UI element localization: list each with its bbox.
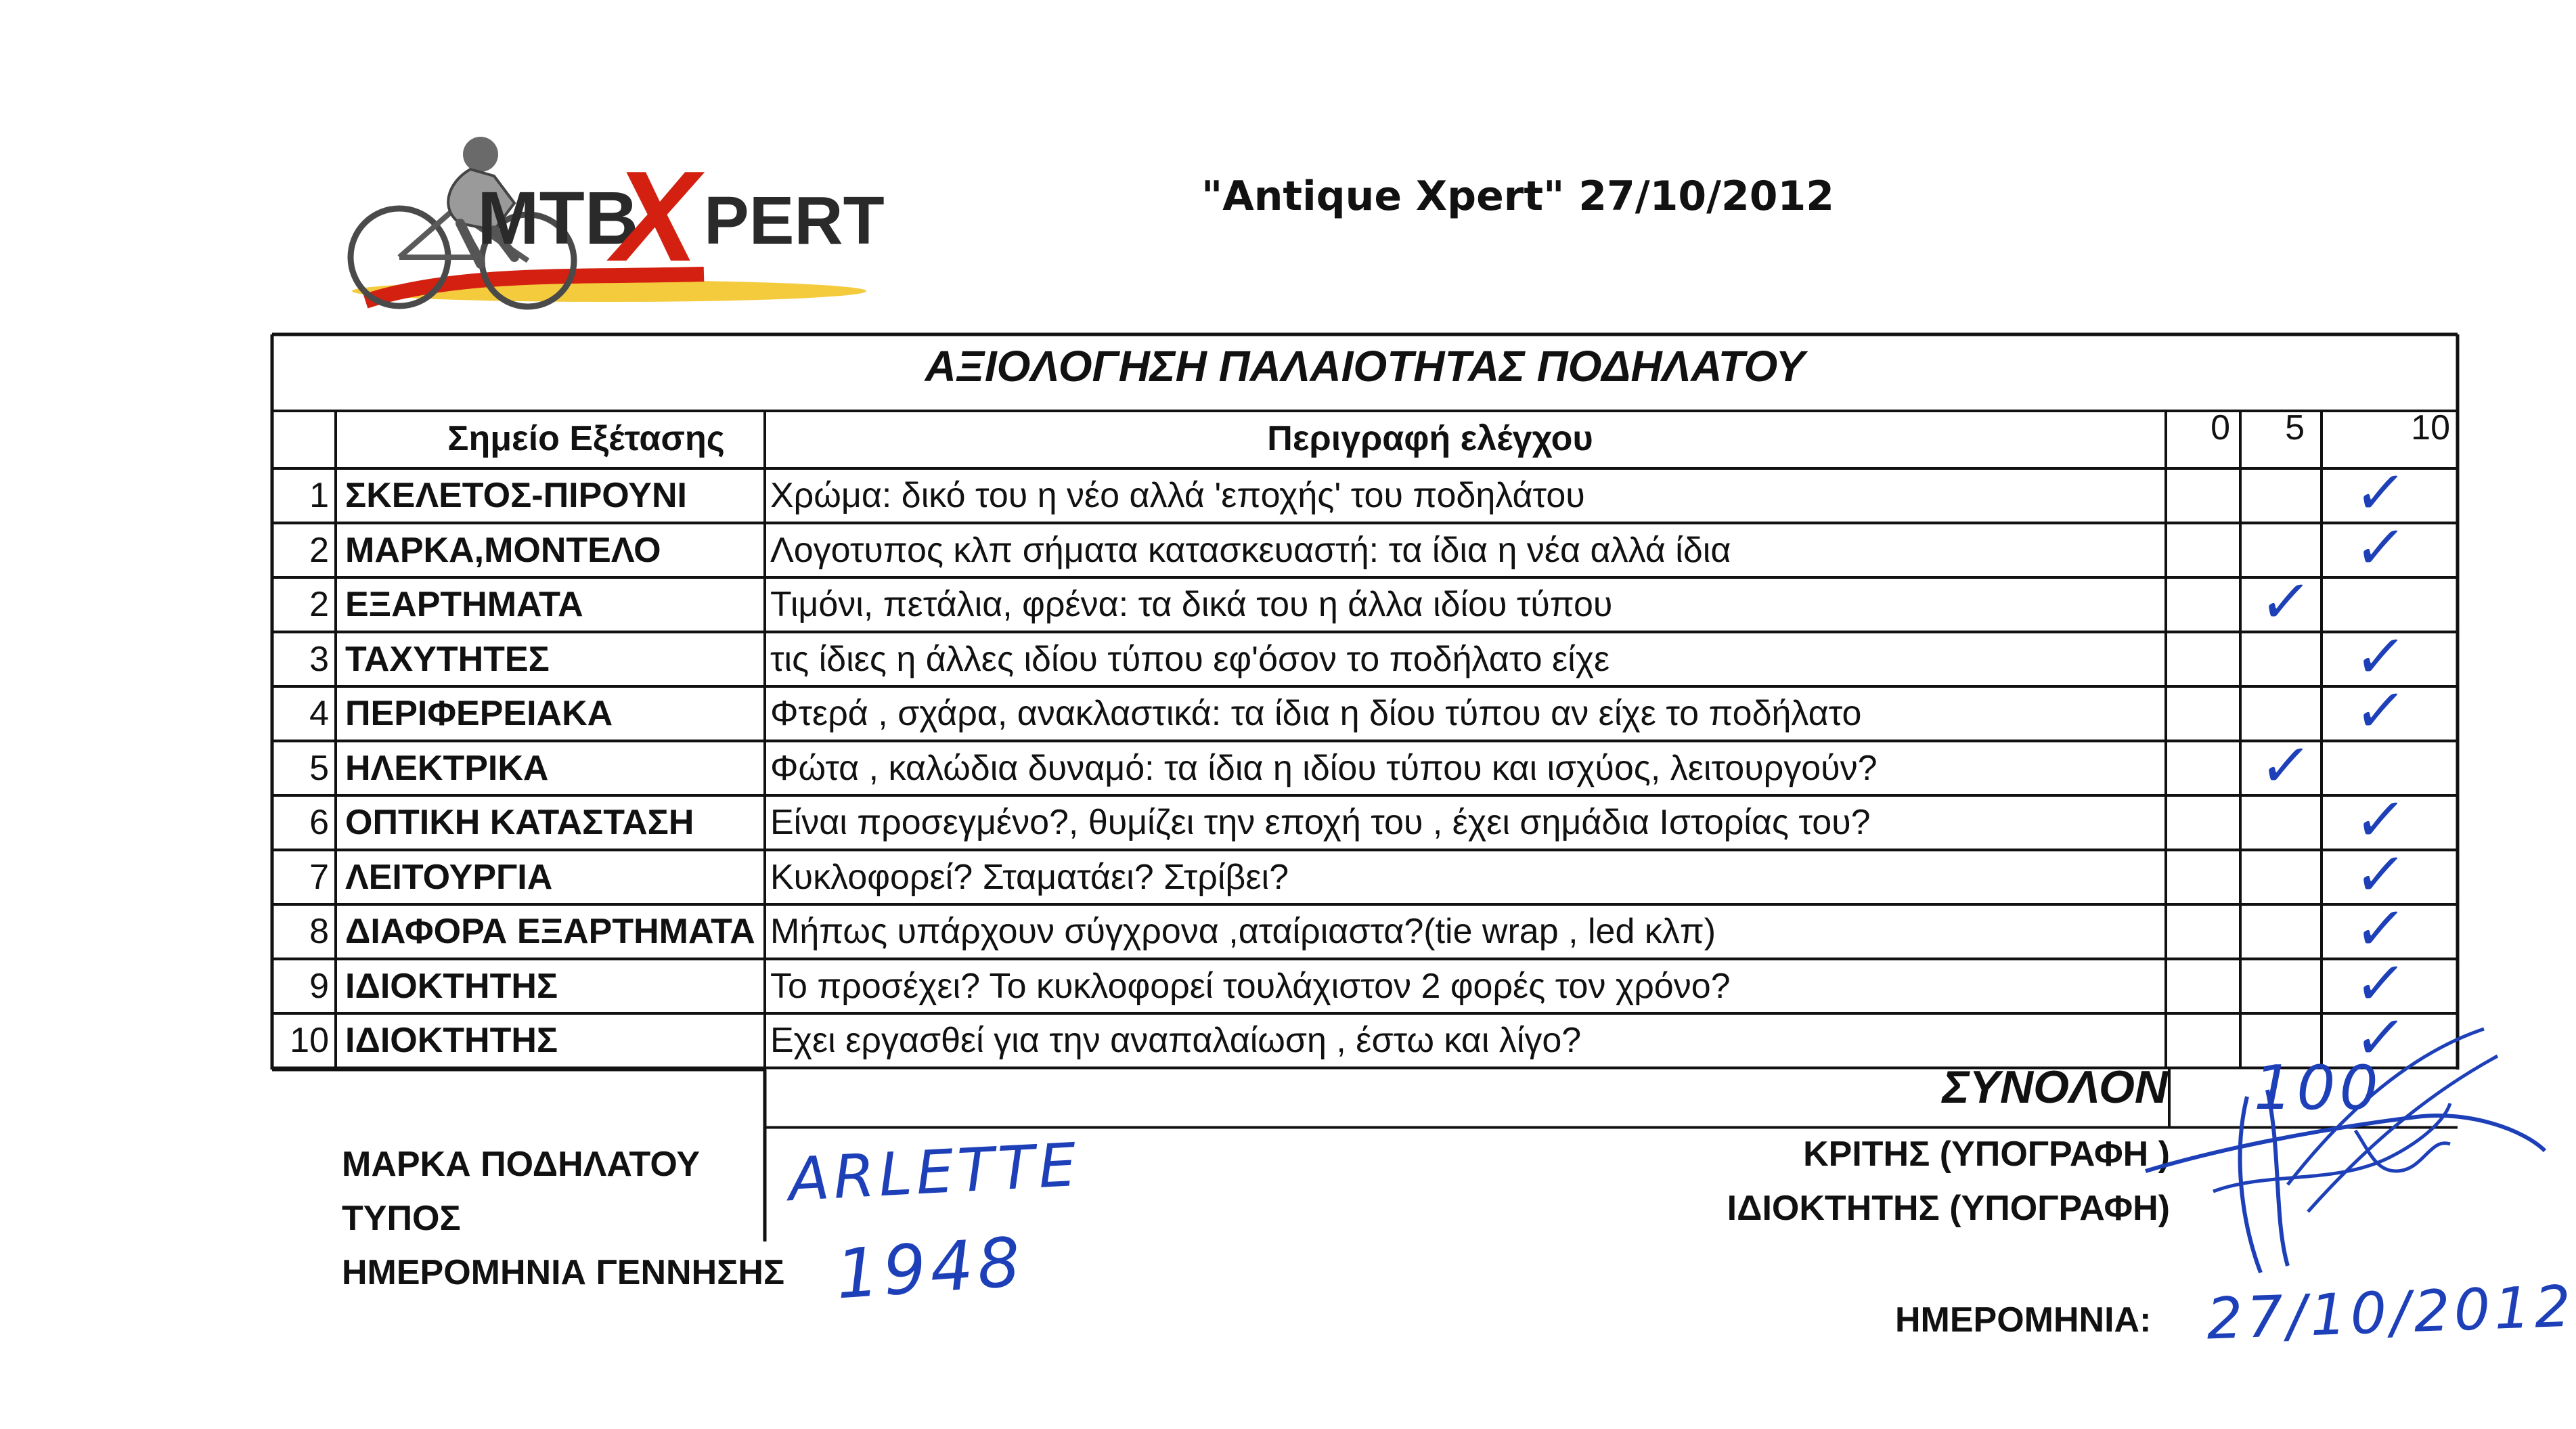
row-item: ΠΕΡΙΦΕΡΕΙΑΚΑ xyxy=(345,694,613,733)
score-header-0: 0 xyxy=(2211,408,2230,447)
judge-signature-scribble xyxy=(2132,1015,2552,1300)
row-description: τις ίδιες η άλλες ιδίου τύπου εφ'όσον το ποδήλατο είχε xyxy=(770,639,1610,679)
row-number: 9 xyxy=(309,966,329,1006)
row-number: 7 xyxy=(309,857,329,897)
check-mark-icon: ✓ xyxy=(2255,730,2316,800)
row-description: Φτερά , σχάρα, ανακλαστικά: τα ίδια η δίου τύπου αν είχε το ποδήλατο xyxy=(770,694,1862,733)
check-mark-icon: ✓ xyxy=(2255,567,2316,636)
logo-text-left: MTB xyxy=(477,177,639,260)
row-number: 3 xyxy=(309,639,329,679)
check-mark-icon: ✓ xyxy=(2350,1003,2411,1072)
date-label: ΗΜΕΡΟΜΗΝΙΑ: xyxy=(1895,1300,2152,1340)
check-mark-icon: ✓ xyxy=(2350,621,2411,691)
mtbxpert-logo xyxy=(325,122,885,318)
type-label: ΤΥΠΟΣ xyxy=(342,1199,461,1238)
score-header-10: 10 xyxy=(2411,408,2450,447)
row-number: 1 xyxy=(309,476,329,515)
event-title: "Antique Xpert" 27/10/2012 xyxy=(1201,173,1835,220)
row-description: Φώτα , καλώδια δυναμό: τα ίδια η ιδίου τύπου και ισχύος, λειτουργούν? xyxy=(770,748,1878,788)
row-item: ΙΔΙΟΚΤΗΤΗΣ xyxy=(345,966,558,1006)
birth-date-value: 1948 xyxy=(833,1222,1027,1315)
row-number: 4 xyxy=(309,694,329,733)
row-item: ΗΛΕΚΤΡΙΚΑ xyxy=(345,748,549,788)
row-description: Εχει εργασθεί για την αναπαλαίωση , έστω και λίγο? xyxy=(770,1021,1582,1060)
row-description: Λογοτυπος κλπ σήματα κατασκευαστή: τα ίδια η νέα αλλά ίδια xyxy=(770,530,1731,570)
row-item: ΙΔΙΟΚΤΗΤΗΣ xyxy=(345,1021,558,1060)
owner-signature-label: ΙΔΙΟΚΤΗΤΗΣ (ΥΠΟΓΡΑΦΗ) xyxy=(1727,1189,2170,1228)
total-value: 100 xyxy=(2254,1053,2382,1124)
check-mark-icon: ✓ xyxy=(2350,894,2411,963)
brand-value: ARLETTE xyxy=(786,1129,1082,1215)
judge-signature-label: ΚΡΙΤΗΣ (ΥΠΟΓΡΑΦΗ ) xyxy=(1803,1135,2170,1174)
check-mark-icon: ✓ xyxy=(2350,785,2411,854)
check-mark-icon: ✓ xyxy=(2350,676,2411,745)
total-label: ΣΥΝΟΛΟΝ xyxy=(1942,1061,2168,1113)
row-description: Το προσέχει? Το κυκλοφορεί τουλάχιστον 2 φορές τον χρόνο? xyxy=(770,966,1731,1006)
row-item: ΤΑΧΥΤΗΤΕΣ xyxy=(345,639,550,679)
row-number: 6 xyxy=(309,803,329,842)
row-item: ΜΑΡΚΑ,ΜΟΝΤΕΛΟ xyxy=(345,530,661,570)
row-description: Κυκλοφορεί? Σταματάει? Στρίβει? xyxy=(770,857,1289,897)
column-header-item: Σημείο Εξέτασης xyxy=(447,419,725,458)
row-number: 10 xyxy=(290,1021,329,1060)
row-number: 2 xyxy=(309,530,329,570)
check-mark-icon: ✓ xyxy=(2350,458,2411,527)
birth-date-label: ΗΜΕΡΟΜΗΝΙΑ ΓΕΝΝΗΣΗΣ xyxy=(342,1253,785,1292)
row-number: 8 xyxy=(309,912,329,951)
row-item: ΣΚΕΛΕΤΟΣ-ΠΙΡΟΥΝΙ xyxy=(345,476,687,515)
check-mark-icon: ✓ xyxy=(2350,512,2411,582)
check-mark-icon: ✓ xyxy=(2350,839,2411,909)
row-item: ΕΞΑΡΤΗΜΑΤΑ xyxy=(345,585,583,624)
check-mark-icon: ✓ xyxy=(2350,948,2411,1018)
row-number: 5 xyxy=(309,748,329,788)
row-description: Χρώμα: δικό του η νέο αλλά 'εποχής' του ποδηλάτου xyxy=(770,476,1585,515)
brand-label: ΜΑΡΚΑ ΠΟΔΗΛΑΤΟΥ xyxy=(342,1145,701,1184)
column-header-description: Περιγραφή ελέγχου xyxy=(1267,419,1593,458)
row-description: Μήπως υπάρχουν σύγχρονα ,αταίριαστα?(tie wrap , led κλπ) xyxy=(770,912,1716,951)
form-title: ΑΞΙΟΛΟΓΗΣΗ ΠΑΛΑΙΟΤΗΤΑΣ ΠΟΔΗΛΑΤΟΥ xyxy=(925,342,1805,391)
row-description: Τιμόνι, πετάλια, φρένα: τα δικά του η άλλα ιδίου τύπου xyxy=(770,585,1613,624)
row-description: Είναι προσεγμένο?, θυμίζει την εποχή του , έχει σημάδια Ιστορίας του? xyxy=(770,803,1871,842)
logo-text-x: X xyxy=(613,145,698,288)
row-item: ΟΠΤΙΚΗ ΚΑΤΑΣΤΑΣΗ xyxy=(345,803,694,842)
row-item: ΛΕΙΤΟΥΡΓΙΑ xyxy=(345,857,553,897)
score-header-5: 5 xyxy=(2285,408,2305,447)
logo-text-right: PERT xyxy=(704,183,885,259)
row-item: ΔΙΑΦΟΡΑ ΕΞΑΡΤΗΜΑΤΑ xyxy=(345,912,755,951)
row-number: 2 xyxy=(309,585,329,624)
date-value: 27/10/2012 xyxy=(2205,1273,2576,1353)
